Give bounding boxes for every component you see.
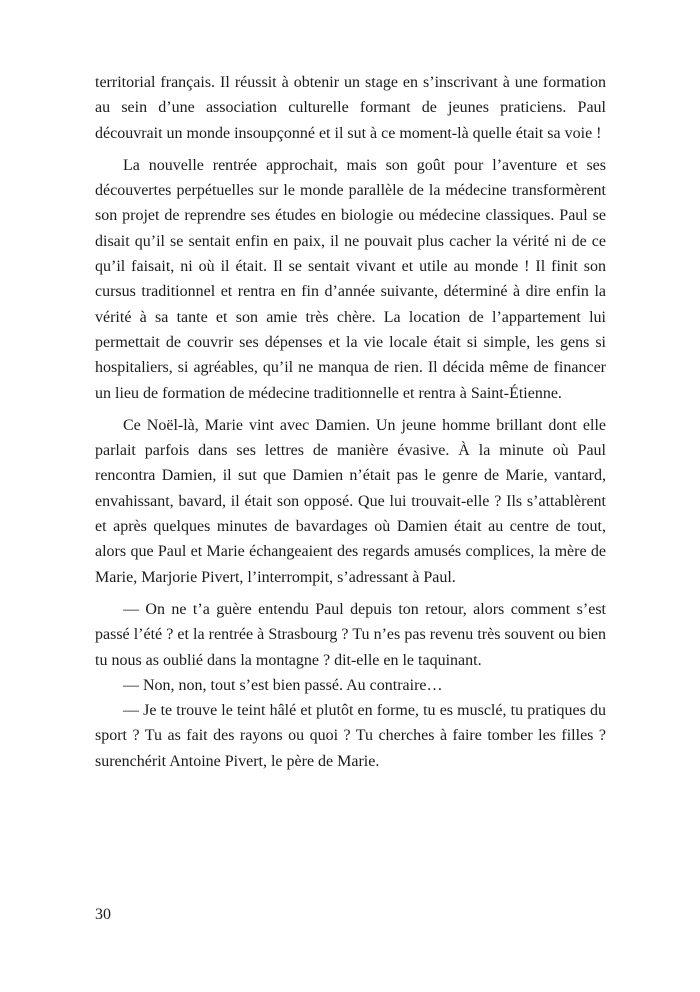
dialogue-marjorie-pivert: — On ne t’a guère entendu Paul depuis ton retour, alors comment s’est passé l’été ? et la rentrée à Strasbourg ? Tu n’es pas revenu très souvent ou bien tu nous as oublié dans la montagne ? dit-elle en le taquinant. [95,600,606,669]
paragraph-noel-damien: Ce Noël-là, Marie vint avec Damien. Un jeune homme brillant dont elle parlait parfois dans ses lettres de manière évasive. À la minute où Paul rencontra Damien, il sut que Damien n’était pas le genre de Marie, vantard, envahissant, bavard, il était son opposé. Que lui trouvait-elle ? Ils s’attablèrent et après quelques minutes de bavardages où Damien était au centre de tout, alors que Paul et Marie échangeaient des regards amusés complices, la mère de Marie, Marjorie Pivert, l’interrompit, s’adressant à Paul. [95,416,606,586]
dialogue-paul-reponse: — Non, non, tout s’est bien passé. Au contraire… [123,676,443,694]
paragraph-nouvelle-rentree: La nouvelle rentrée approchait, mais son goût pour l’aventure et ses découvertes perpétuelles sur le monde parallèle de la médecine transformèrent son projet de reprendre ses études en biologie ou médecine classiques. Paul se disait qu’il se sentait enfin en paix, il ne pouvait plus cacher la vérité ni de ce qu’il faisait, ni où il était. Il se sentait vivant et utile au monde ! Il finit son cursus traditionnel et rentra en fin d’année suivante, déterminé à dire enfin la vérité à sa tante et son amie très chère. La location de l’appartement lui permettait de couvrir ses dépenses et la vie locale était si simple, les gens si hospitaliers, si agréables, qu’il ne manqua de rien. Il décida même de financer un lieu de formation de médecine traditionnelle et rentra à Saint-Étienne. [95,156,606,402]
dialogue-antoine-pivert: — Je te trouve le teint hâlé et plutôt en forme, tu es musclé, tu pratiques du sport ? Tu as fait des rayons ou quoi ? Tu cherches à faire tomber les filles ? surenchérit Antoine Pivert, le père de Marie. [95,702,606,770]
page-number: 30 [95,906,111,923]
paragraph-stage-formation: territorial français. Il réussit à obtenir un stage en s’inscrivant à une formation au sein d’une association culturelle formant de jeunes praticiens. Paul découvrait un monde insoupçonné et il sut à ce moment-là quelle était sa voie ! [95,74,606,142]
page-text-block [95,70,606,774]
